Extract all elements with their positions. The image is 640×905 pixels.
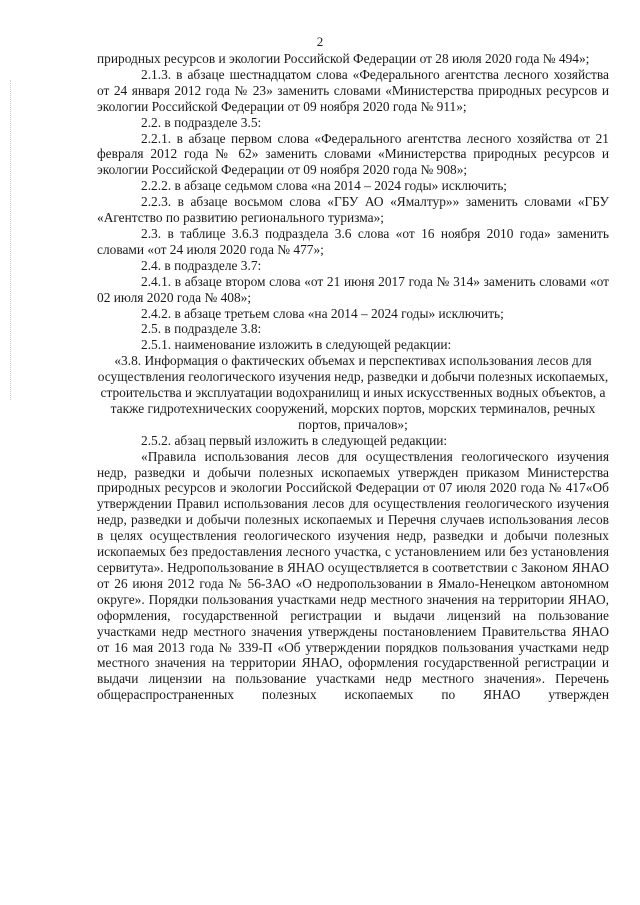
paragraph: 2.3. в таблице 3.6.3 подраздела 3.6 слова «от 16 ноября 2010 года» заменить словами «от 24 июля 2020 года № 477»;	[97, 225, 609, 257]
paragraph: 2.2. в подразделе 3.5:	[141, 114, 262, 130]
paragraph: 2.4. в подразделе 3.7:	[141, 257, 262, 273]
paragraph: 2.2.3. в абзаце восьмом слова «ГБУ АО «Ямалтур»» заменить словами «ГБУ «Агентство по развитию регионального туризма»;	[97, 194, 609, 226]
paragraph: 2.5.2. абзац первый изложить в следующей редакции:	[141, 432, 448, 448]
paragraph: 2.5. в подразделе 3.8:	[141, 321, 262, 337]
paragraph: природных ресурсов и экологии Российской Федерации от 28 июля 2020 года № 494»;	[97, 51, 590, 66]
paragraph: 2.1.3. в абзаце шестнадцатом слова «Федерального агентства лесного хозяйства от 24 января 2012 года № 23» заменить словами «Министерства природных ресурсов и экологии Российской Федерации от 09 ноября 2020 года № 911»;	[97, 66, 609, 114]
paragraph: 2.2.2. в абзаце седьмом слова «на 2014 – 2024 годы» исключить;	[141, 178, 508, 194]
paragraph: 2.2.1. в абзаце первом слова «Федерального агентства лесного хозяйства от 21 февраля 2012 года № 62» заменить словами «Министерства природных ресурсов и экологии Российской Федерации от 09 ноября 2020 года № 908»;	[97, 130, 609, 178]
paragraph: 2.4.2. в абзаце третьем слова «на 2014 – 2024 годы» исключить;	[141, 305, 504, 321]
page-number: 2	[316, 34, 324, 49]
paragraph: 2.4.1. в абзаце втором слова «от 21 июня 2017 года № 314» заменить словами «от 02 июля 2020 года № 408»;	[97, 273, 609, 305]
scan-margin-artifact	[10, 80, 15, 400]
paragraph: 2.5.1. наименование изложить в следующей редакции:	[141, 337, 452, 353]
paragraph: «Правила использования лесов для осуществления геологического изучения недр, разведки и добычи полезных ископаемых утвержден приказом Министерства природных ресурсов и экологии Российской Федерации от 07 июля 2020 года № 417«Об утверждении Правил использования лесов для осуществления геологического изучения недр, разведки и добычи полезных ископаемых и Перечня случаев использования лесов в целях осуществления геологического изучения недр, разведки и добычи полезных ископаемых без предоставления лесного участка, с установлением или без установления сервитута». Недропользование в ЯНАО осуществляется в соответствии с Законом ЯНАО от 26 июня 2012 года № 56-ЗАО «О недропользовании в Ямало-Ненецком автономном округе». Порядки пользования участками недр местного значения на территории ЯНАО, оформления, государственной регистрации и выдачи лицензий на пользование участками недр местного значения утверждены постановлением Правительства ЯНАО от 16 мая 2013 года № 339-П «Об утверждении порядков пользования участками недр местного значения на территории ЯНАО, оформления государственной регистрации и выдачи лицензии на пользование участками недр местного значения». Перечень общераспространенных полезных ископаемых по ЯНАО утвержден	[97, 448, 609, 703]
paragraph: «3.8. Информация о фактических объемах и перспективах использования лесов для осуществления геологического изучения недр, разведки и добычи полезных ископаемых, строительства и эксплуатации водохранилищ и иных искусственных водных объектов, а также гидротехнических сооружений, морских портов, морских терминалов, речных портов, причалов»;	[97, 353, 609, 432]
document-body	[97, 51, 609, 703]
